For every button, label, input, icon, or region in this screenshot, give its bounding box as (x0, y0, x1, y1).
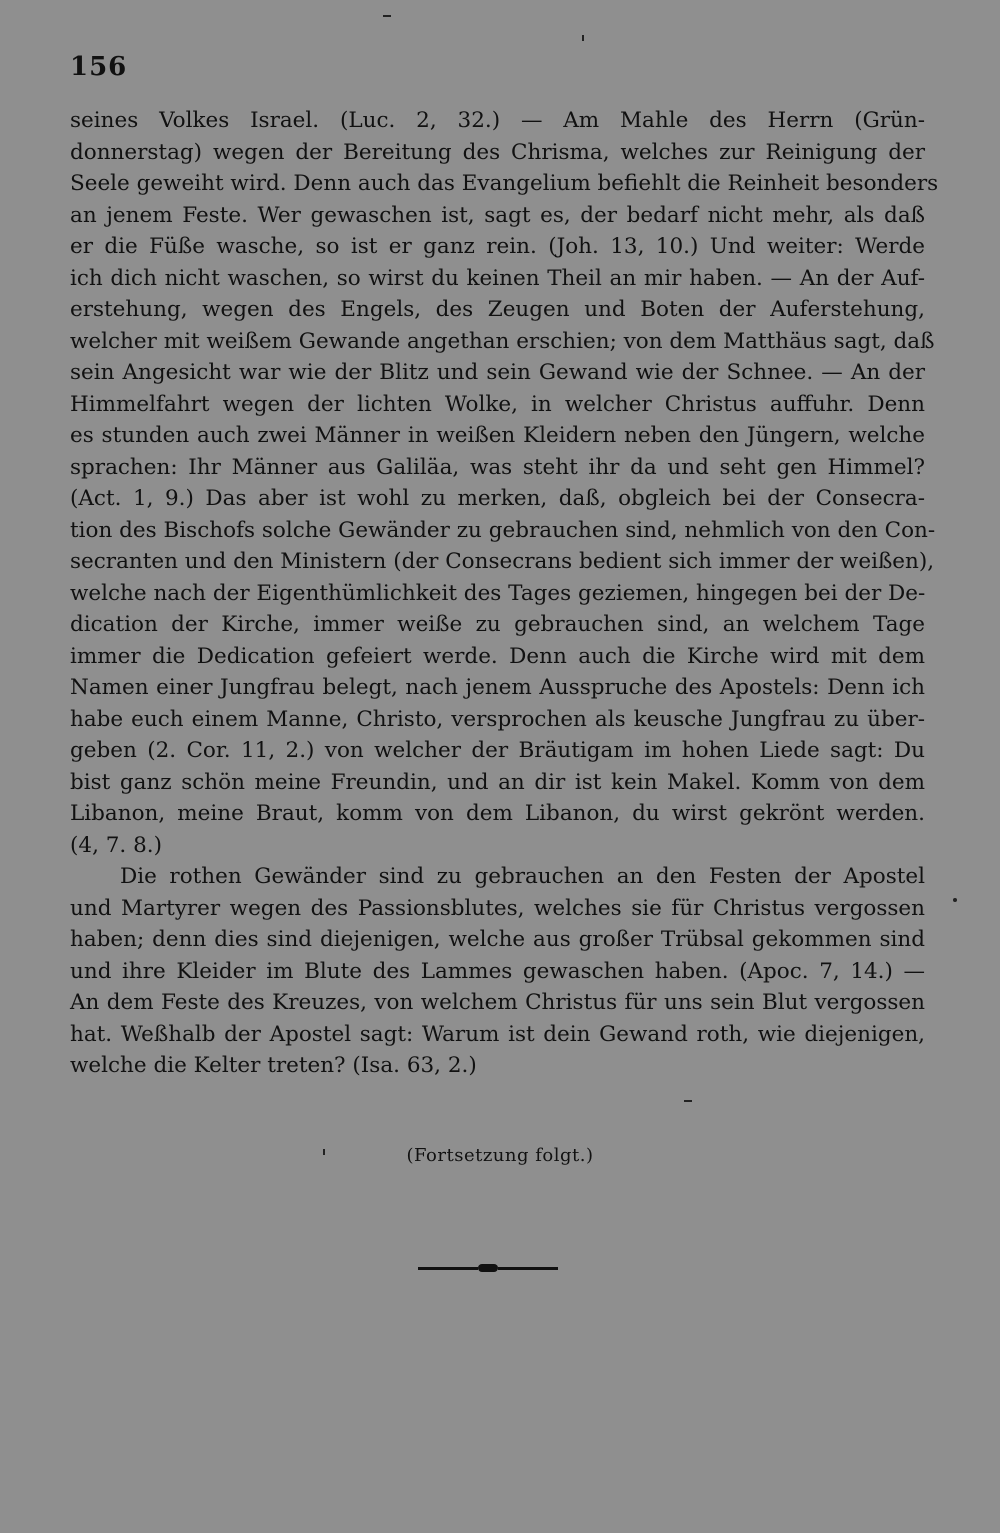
text-line: bist ganz schön meine Freundin, und an dir ist kein Makel. Komm von dem (70, 769, 925, 795)
print-speck (323, 1149, 325, 1155)
text-line: und ihre Kleider im Blute des Lammes gewaschen haben. (Apoc. 7, 14.) — (70, 958, 925, 984)
text-line: er die Füße wasche, so ist er ganz rein. (Joh. 13, 10.) Und weiter: Werde (70, 234, 925, 259)
text-line: geben (2. Cor. 11, 2.) von welcher der Bräutigam im hohen Liede sagt: Du (70, 738, 925, 763)
divider-ornament (418, 1262, 558, 1274)
text-line: welche nach der Eigenthümlichkeit des Tages geziemen, hingegen bei der De- (70, 580, 926, 606)
text-line: Namen einer Jungfrau belegt, nach jenem Ausspruche des Apostels: Denn ich (70, 675, 925, 700)
text-line: an jenem Feste. Wer gewaschen ist, sagt es, der bedarf nicht mehr, als daß (70, 202, 925, 228)
print-speck (953, 898, 957, 902)
text-line: seines Volkes Israel. (Luc. 2, 32.) — Am Mahle des Herrn (Grün- (70, 108, 925, 133)
text-line: Himmelfahrt wegen der lichten Wolke, in welcher Christus auffuhr. Denn (70, 391, 925, 417)
body-text (70, 105, 939, 1082)
ornament-bar-right (498, 1267, 558, 1270)
text-line: welche die Kelter treten? (Isa. 63, 2.) (70, 1053, 477, 1078)
text-line: (Act. 1, 9.) Das aber ist wohl zu merken, daß, obgleich bei der Consecra- (70, 486, 925, 511)
ornament-bar-left (418, 1267, 478, 1270)
text-line: Libanon, meine Braut, komm von dem Libanon, du wirst gekrönt werden. (70, 801, 925, 826)
ornament-center (478, 1264, 498, 1272)
text-line: secranten und den Ministern (der Consecrans bedient sich immer der weißen), (70, 549, 935, 574)
print-speck (582, 35, 584, 41)
text-line: An dem Feste des Kreuzes, von welchem Christus für uns sein Blut vergossen (70, 990, 925, 1015)
text-line: Die rothen Gewänder sind zu gebrauchen an den Festen der Apostel (120, 864, 925, 889)
text-line: haben; denn dies sind diejenigen, welche aus großer Trübsal gekommen sind (70, 927, 925, 952)
text-line: donnerstag) wegen der Bereitung des Chrisma, welches zur Reinigung der (70, 139, 925, 165)
text-line: tion des Bischofs solche Gewänder zu gebrauchen sind, nehmlich von den Con- (70, 517, 936, 543)
text-line: sein Angesicht war wie der Blitz und sein Gewand wie der Schnee. — An der (70, 360, 925, 385)
paragraph-2 (70, 861, 925, 1082)
paragraph-1 (70, 105, 939, 861)
continuation-note: (Fortsetzung folgt.) (406, 1145, 594, 1166)
text-line: immer die Dedication gefeiert werde. Denn auch die Kirche wird mit dem (70, 643, 925, 669)
print-speck (383, 15, 391, 17)
text-line: (4, 7. 8.) (70, 832, 162, 858)
text-line: es stunden auch zwei Männer in weißen Kleidern neben den Jüngern, welche (70, 423, 925, 448)
text-line: ich dich nicht waschen, so wirst du keinen Theil an mir haben. — An der Auf- (70, 265, 925, 291)
text-line: Seele geweiht wird. Denn auch das Evangelium befiehlt die Reinheit besonders (70, 171, 939, 196)
text-line: sprachen: Ihr Männer aus Galiläa, was steht ihr da und seht gen Himmel? (70, 454, 925, 480)
print-speck (684, 1100, 692, 1102)
text-line: welcher mit weißem Gewande angethan erschien; von dem Matthäus sagt, daß (70, 328, 935, 354)
text-line: erstehung, wegen des Engels, des Zeugen und Boten der Auferstehung, (70, 297, 925, 322)
text-line: dication der Kirche, immer weiße zu gebrauchen sind, an welchem Tage (70, 612, 925, 637)
text-line: habe euch einem Manne, Christo, versprochen als keusche Jungfrau zu über- (70, 706, 925, 732)
text-line: hat. Weßhalb der Apostel sagt: Warum ist dein Gewand roth, wie diejenigen, (70, 1021, 925, 1047)
page-number: 156 (70, 52, 128, 82)
text-line: und Martyrer wegen des Passionsblutes, welches sie für Christus vergossen (70, 895, 925, 921)
